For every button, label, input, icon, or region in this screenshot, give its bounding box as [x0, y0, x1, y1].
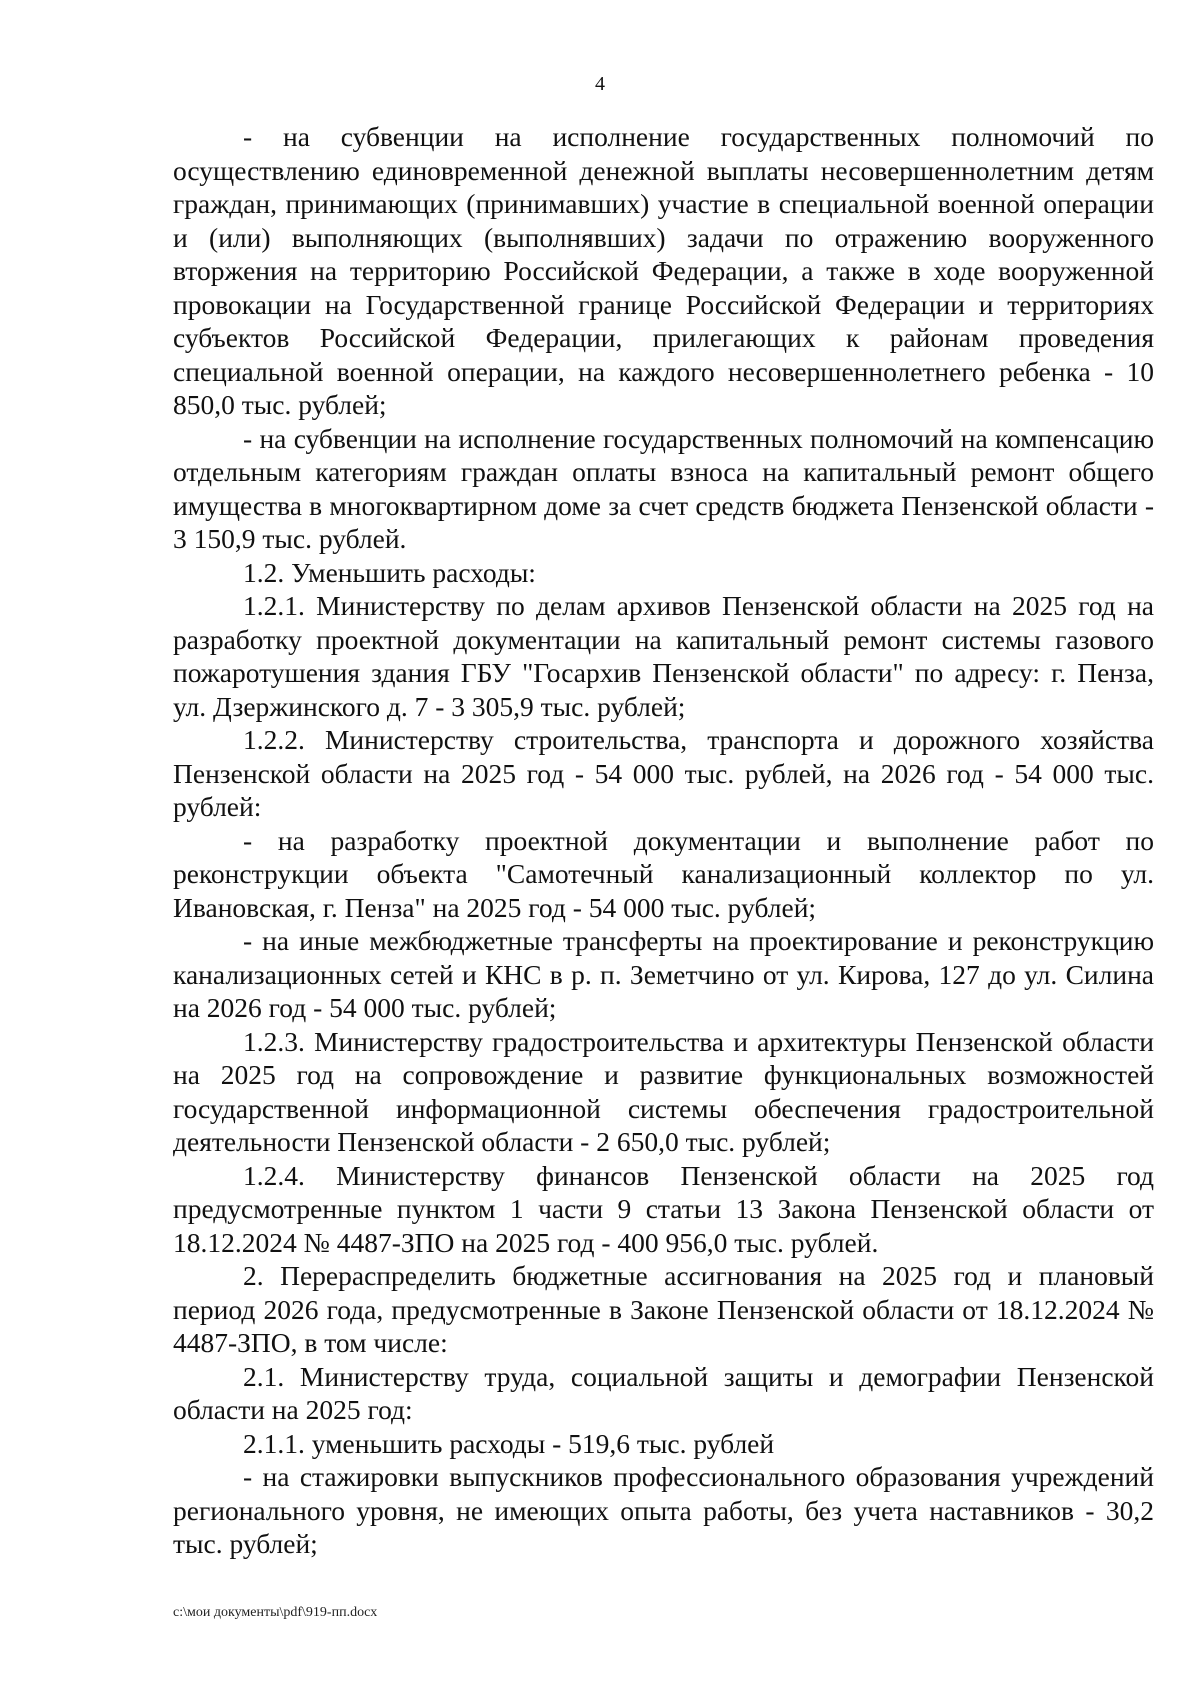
paragraph-1-2-2: 1.2.2. Министерству строительства, транспорта и дорожного хозяйства Пензенской области на 2025 год - 54 000 тыс. рублей, на 2026 год - 54 000 тыс. рублей:: [173, 724, 1154, 822]
paragraph-subvention-payment: - на субвенции на исполнение государственных полномочий по осуществлению единовременной денежной выплаты несовершеннолетним детям граждан, принимающих (принимавших) участие в специальной военной операции и (или) выполняющих (выполнявших) задачи по отражению вооруженного вторжения на территорию Российской Федерации, а также в ходе вооруженной провокации на Государственной границе Российской Федерации и территориях субъектов Российской Федерации, прилегающих к районам проведения специальной военной операции, на каждого несовершеннолетнего ребенка - 10 850,0 тыс. рублей;: [173, 121, 1154, 420]
document-body: [173, 120, 1154, 1561]
paragraph-collector-reconstruction: - на разработку проектной документации и выполнение работ по реконструкции объекта "Самотечный канализационный коллектор по ул. Ивановская, г. Пенза" на 2025 год - 54 000 тыс. рублей;: [173, 824, 1154, 923]
paragraph-interbudget-transfers: - на иные межбюджетные трансферты на проектирование и реконструкцию канализационных сетей и КНС в р. п. Земетчино от ул. Кирова, 127 до ул. Силина на 2026 год - 54 000 тыс. рублей;: [173, 925, 1154, 1023]
paragraph-2-redistribute: 2. Перераспределить бюджетные ассигнования на 2025 год и плановый период 2026 года, предусмотренные в Законе Пензенской области от 18.12.2024 № 4487-ЗПО, в том числе:: [173, 1260, 1154, 1358]
paragraph-subvention-compensation: - на субвенции на исполнение государственных полномочий на компенсацию отдельным категориям граждан оплаты взноса на капитальный ремонт общего имущества в многоквартирном доме за счет средств бюджета Пензенской области - 3 150,9 тыс. рублей.: [173, 422, 1154, 554]
paragraph-2-1-1: 2.1.1. уменьшить расходы - 519,6 тыс. рублей: [243, 1427, 775, 1459]
page-number: 4: [595, 73, 605, 95]
paragraph-internships: - на стажировки выпускников профессионального образования учреждений регионального уровня, не имеющих опыта работы, без учета наставников - 30,2 тыс. рублей;: [173, 1461, 1154, 1559]
paragraph-1-2-3: 1.2.3. Министерству градостроительства и архитектуры Пензенской области на 2025 год на сопровождение и развитие функциональных возможностей государственной информационной системы обеспечения градостроительной деятельности Пензенской области - 2 650,0 тыс. рублей;: [173, 1025, 1154, 1157]
paragraph-1-2-4: 1.2.4. Министерству финансов Пензенской области на 2025 год предусмотренные пунктом 1 части 9 статьи 13 Закона Пензенской области от 18.12.2024 № 4487-ЗПО на 2025 год - 400 956,0 тыс. рублей.: [173, 1159, 1154, 1258]
paragraph-2-1: 2.1. Министерству труда, социальной защиты и демографии Пензенской области на 2025 год:: [173, 1360, 1154, 1425]
paragraph-1-2-1: 1.2.1. Министерству по делам архивов Пензенской области на 2025 год на разработку проектной документации на капитальный ремонт системы газового пожаротушения здания ГБУ "Госархив Пензенской области" по адресу: г. Пенза, ул. Дзержинского д. 7 - 3 305,9 тыс. рублей;: [173, 590, 1154, 722]
footer-file-path: c:\мои документы\pdf\919-пп.docx: [173, 1605, 378, 1620]
paragraph-reduce-expenses: 1.2. Уменьшить расходы:: [243, 556, 536, 588]
